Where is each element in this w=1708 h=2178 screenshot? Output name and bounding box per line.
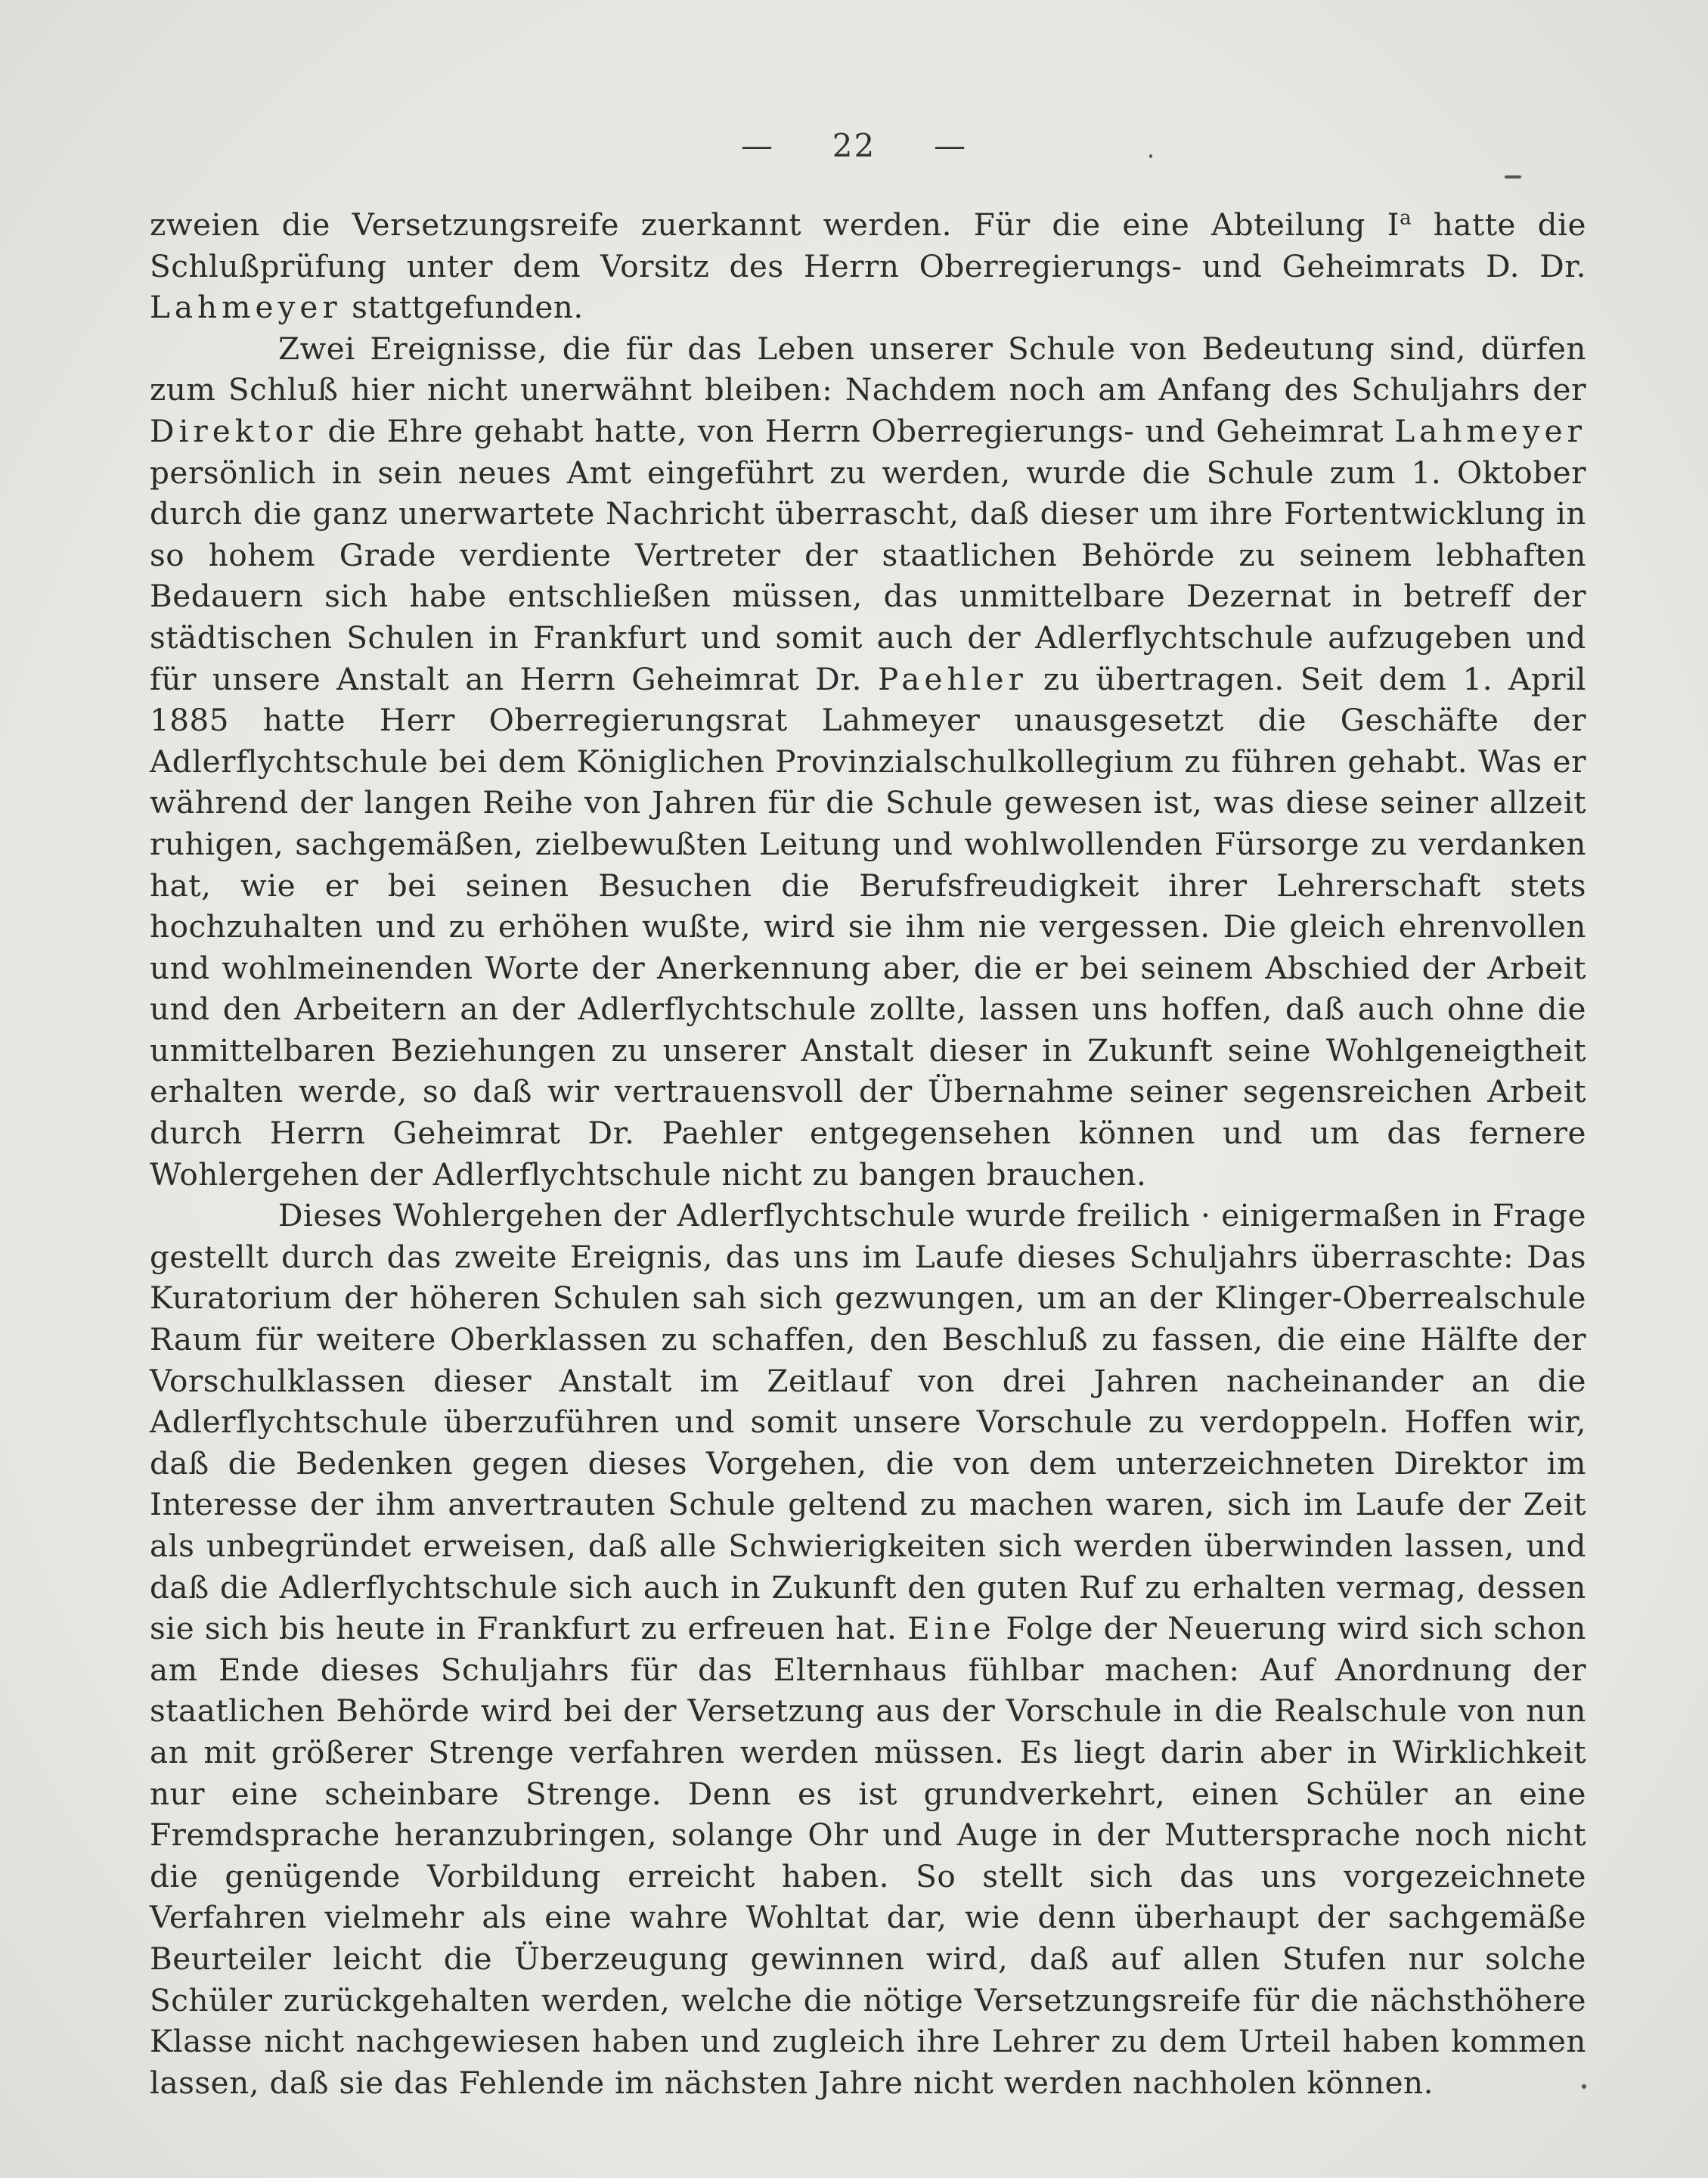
body-text	[150, 204, 1586, 2103]
text-segment: die Ehre gehabt hatte, von Herrn Oberregierungs- und Geheimrat	[317, 412, 1395, 449]
page-number-dash-left: —	[741, 127, 774, 164]
text-segment: Dieses Wohlergehen der Adlerflychtschule wurde freilich · einigermaßen in Frage gestellt durch das zweite Ereignis, das uns im Laufe dieses Schuljahrs überraschte: Das Kuratorium der höheren Schulen sah sich gezwungen, um an der Klinger-Oberrealschule Raum für weitere Oberklassen zu schaffen, den Beschluß zu fassen, die eine Hälfte der Vorschulklassen dieser Anstalt im Zeitlauf von drei Jahren nacheinander an die Adlerflychtschule überzuführen und somit unsere Vorschule zu verdoppeln. Hoffen wir, daß die Bedenken gegen dieses Vorgehen, die von dem unterzeichneten Direktor im Interesse der ihm anvertrauten Schule geltend zu machen waren, sich im Laufe der Zeit als unbegründet erweisen, daß alle Schwierigkeiten sich werden überwinden lassen, und daß die Adlerflychtschule sich auch in Zukunft den guten Ruf zu erhalten vermag, dessen sie sich bis heute in Frankfurt zu erfreuen hat.	[150, 1197, 1586, 1647]
emphasized-name: Lahmeyer	[1394, 412, 1586, 449]
paragraph-vorschule	[150, 1195, 1586, 2103]
print-speck	[1149, 154, 1152, 158]
text-segment: hatte die Schlußprüfung unter dem Vorsitz des Herrn Oberregierungs- und Geheimrats D. Dr.	[150, 206, 1587, 284]
print-speck	[1582, 2084, 1586, 2089]
superscript-text: a	[1400, 206, 1412, 230]
paragraph-continuation	[150, 204, 1586, 328]
emphasized-name: Paehler	[877, 660, 1028, 697]
print-speck	[1505, 175, 1521, 178]
page-number-dash-right: —	[933, 127, 967, 164]
paragraph-events	[150, 328, 1586, 1195]
emphasized-name: Lahmeyer	[150, 289, 342, 326]
text-segment: Folge der Neuerung wird sich schon am Ende dieses Schuljahrs für das Elternhaus fühlbar machen: Auf Anordnung der staatlichen Behörde wird bei der Versetzung aus der Vorschule in die Realschule von nun an mit größerer Strenge verfahren werden müssen. Es liegt darin aber in Wirklichkeit nur eine scheinbare Strenge. Denn es ist grundverkehrt, einen Schüler an eine Fremdsprache heranzubringen, solange Ohr und Auge in der Muttersprache noch nicht die genügende Vorbildung erreicht haben. So stellt sich das uns vorgezeichnete Verfahren vielmehr als eine wahre Wohltat dar, wie denn überhaupt der sachgemäße Beurteiler leicht die Überzeugung gewinnen wird, daß auf allen Stufen nur solche Schüler zurückgehalten werden, welche die nötige Versetzungsreife für die nächsthöhere Klasse nicht nachgewiesen haben und zugleich ihre Lehrer zu dem Urteil haben kommen lassen, daß sie das Fehlende im nächsten Jahre nicht werden nachholen können.	[150, 1610, 1587, 2101]
text-segment: persönlich in sein neues Amt eingeführt zu werden, wurde die Schule zum 1. Oktober durch die ganz unerwartete Nachricht überrascht, daß dieser um ihre Fortentwicklung in so hohem Grade verdiente Vertreter der staatlichen Behörde zu seinem lebhaften Bedauern sich habe entschließen müssen, das unmittelbare Dezernat in betreff der städtischen Schulen in Frankfurt und somit auch der Adlerflychtschule aufzugeben und für unsere Anstalt an Herrn Geheimrat Dr.	[150, 454, 1586, 697]
text-segment: zweien die Versetzungsreife zuerkannt werden. Für die eine Abteilung I	[150, 206, 1400, 243]
emphasized-name: Direktor	[150, 412, 318, 449]
emphasized-name: Eine	[907, 1610, 996, 1647]
text-segment: Zwei Ereignisse, die für das Leben unserer Schule von Bedeutung sind, dürfen zum Schluß hier nicht unerwähnt bleiben: Nachdem noch am Anfang des Schuljahrs der	[150, 330, 1586, 408]
text-segment: zu übertragen. Seit dem 1. April 1885 hatte Herr Oberregierungsrat Lahmeyer unausgesetzt die Geschäfte der Adlerflychtschule bei dem Königlichen Provinzialschulkollegium zu führen gehabt. Was er während der langen Reihe von Jahren für die Schule gewesen ist, was diese seiner allzeit ruhigen, sachgemäßen, zielbewußten Leitung und wohlwollenden Fürsorge zu verdanken hat, wie er bei seinen Besuchen die Berufsfreudigkeit ihrer Lehrerschaft stets hochzuhalten und zu erhöhen wußte, wird sie ihm nie vergessen. Die gleich ehrenvollen und wohlmeinenden Worte der Anerkennung aber, die er bei seinem Abschied der Arbeit und den Arbeitern an der Adlerflychtschule zollte, lassen uns hoffen, daß auch ohne die unmittelbaren Beziehungen zu unserer Anstalt dieser in Zukunft seine Wohlgeneigtheit erhalten werde, so daß wir vertrauensvoll der Übernahme seiner segensreichen Arbeit durch Herrn Geheimrat Dr. Paehler entgegensehen können und um das fernere Wohlergehen der Adlerflychtschule nicht zu bangen brauchen.	[150, 660, 1587, 1193]
page-number-header	[0, 127, 1708, 164]
text-segment: stattgefunden.	[341, 289, 584, 326]
page-number: 22	[832, 127, 876, 164]
